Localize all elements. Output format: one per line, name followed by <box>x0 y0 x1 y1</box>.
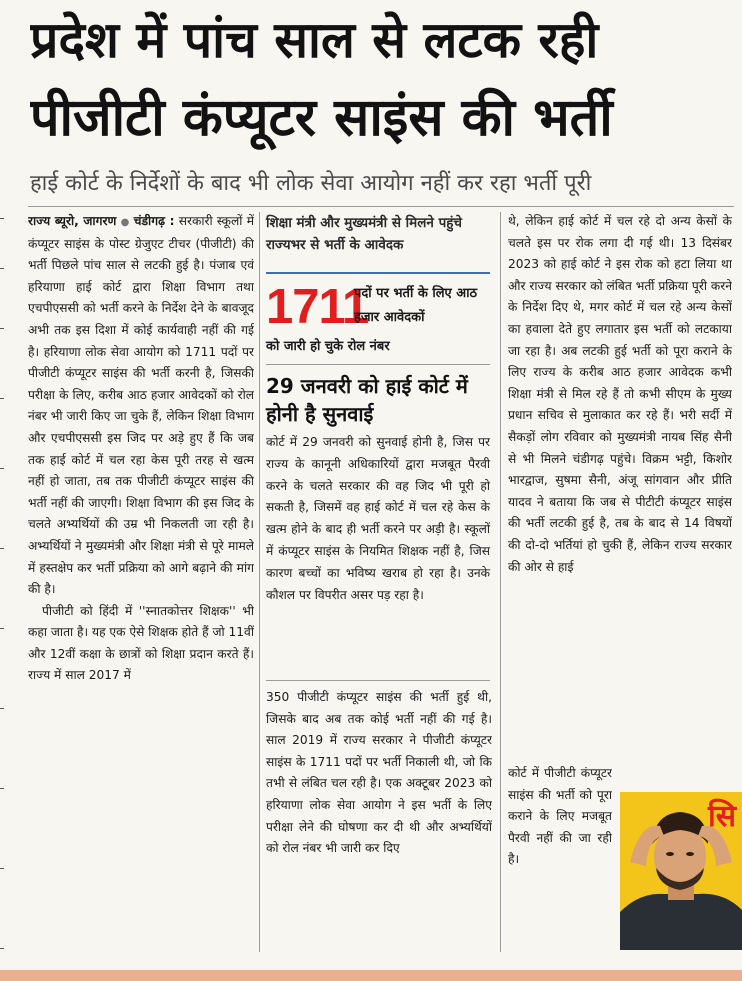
subheadline: हाई कोर्ट के निर्देशों के बाद भी लोक सेवा आयोग नहीं कर रहा भर्ती पूरी <box>30 171 592 196</box>
article-column-3 <box>508 211 732 761</box>
subheadline-rule <box>28 206 734 207</box>
column-1-para-2: पीजीटी को हिंदी में ''स्नातकोत्तर शिक्षक'' भी कहा जाता है। यह एक ऐसे शिक्षक होते हैं जो 11वीं और 12वीं कक्षा के छात्रों को शिक्षा प्रदान करते हैं। राज्य में साल 2017 में <box>28 603 254 683</box>
box-bottom-rule <box>266 680 490 681</box>
column-rule-left <box>259 212 260 952</box>
column-2-text: 350 पीजीटी कंप्यूटर साइंस की भर्ती हुई थी, जिसके बाद अब तक कोई भर्ती नहीं की गई है। साल 2019 में राज्य सरकार ने पीजीटी कंप्यूटर साइंस के 1711 पदों पर भर्ती निकाली थी, जो कि तभी से लंबित चल रही है। एक अक्टूबर 2023 को हरियाणा लोक सेवा आयोग ने इस भर्ती के लिए परीक्षा लेने की घोषणा कर दी थी और अभ्यर्थियों को रोल नंबर भी जारी कर दिए <box>266 690 492 856</box>
highlight-text: पदों पर भर्ती के लिए आठ हजार आवेदकों <box>354 286 478 325</box>
column-1-para-1 <box>28 211 254 601</box>
bullet-dot-icon: ● <box>120 217 130 228</box>
box-heading: 29 जनवरी को हाई कोर्ट में होनी है सुनवाई <box>266 374 468 426</box>
article-column-2 <box>266 687 492 937</box>
photo-person <box>620 792 742 950</box>
highlight-subtext: को जारी हो चुके रोल नंबर <box>266 339 390 354</box>
photo-overlay-letter: सि <box>708 799 737 834</box>
byline-place: चंडीगढ़ : <box>133 214 175 228</box>
column-rule-right <box>500 212 501 952</box>
column-1-para-1-text: सरकारी स्कूलों में कंप्यूटर साइंस के पोस्ट ग्रेजुएट टीचर (पीजीटी) की भर्ती पिछले पांच साल से लटकी हुई है। पंजाब एवं हरियाणा हाई कोर्ट द्वारा शिक्षा विभाग तथा एचपीएससी को भर्ती करने के निर्देश देने के बावजूद अभी तक इस दिशा में कोई कार्यवाही नहीं की गई है। हरियाणा लोक सेवा आयोग को 1711 पदों पर पीजीटी कंप्यूटर साइंस की भर्ती करनी है, जिसकी परीक्षा के लिए, करीब आठ हजार आवेदकों को रोल नंबर भी जारी किए जा चुके हैं, लेकिन शिक्षा विभाग और एचपीएससी इस जिद पर अड़े हुए हैं कि जब तक हाई कोर्ट में चल रहा केस पूरी तरह से खत्म नहीं हो जाता, तब तक पीजीटी कंप्यूटर साइंस की भर्ती नहीं की जाएगी। शिक्षा विभाग की इस जिद के चलते अभ्यर्थियों की उम्र भी निकलती जा रही है। अभ्यर्थियों ने मुख्यमंत्री और शिक्षा मंत्री से पूरे मामले में हस्तक्षेप कर भर्ती प्रक्रिया को आगे बढ़ाने की मांग की है। <box>28 214 254 597</box>
highlight-stat <box>266 280 490 336</box>
deck-rule <box>266 272 490 274</box>
headline-line-2: पीजीटी कंप्यूटर साइंस की भर्ती <box>30 88 613 148</box>
column-3-text: थे, लेकिन हाई कोर्ट में चल रहे दो अन्य केसों के चलते इस पर रोक लगा दी गई थी। 13 दिसंबर 2023 को हाई कोर्ट ने इस रोक को हटा लिया था और राज्य सरकार को लंबित भर्ती प्रक्रिया पूरी करने के निर्देश दिए थे, मगर कोर्ट में चल रहे अन्य केसों का हवाला देते हुए लगातार इस भर्ती को लटकाया जा रहा है। अब लटकी हुई भर्ती को पूरा कराने के लिए राज्य के करीब आठ हजार आवेदक कभी शिक्षा मंत्री से मिल रहे हैं तो कभी सीएम के मुख्य प्रधान सचिव से मुलाकात कर रहे हैं। भरी सर्दी में सैकड़ों लोग रविवार को मुख्यमंत्री नायब सिंह सैनी से भी मिलने चंडीगढ़ पहुंचे। विक्रम भट्टी, किशोर भारद्वाज, सुषमा सैनी, अंजू सांगवान और प्रीति यादव ने बताया कि जब से पीटीटी कंप्यूटर साइंस की भर्ती लटकी हुई है, तब के बाद से 14 विषयों की दो-दो भर्तियां हो चुकी हैं, लेकिन राज्य सरकार की ओर से हाई <box>508 214 732 574</box>
highlight-number: 1711 <box>266 280 369 334</box>
article-column-1 <box>28 211 254 959</box>
box-body: कोर्ट में 29 जनवरी को सुनवाई होनी है, जिस पर राज्य के कानूनी अधिकारियों द्वारा मजबूत पैरवी करने के चलते सरकार की वह जिद भी पूरी हो सकती है, जिसमें वह हाई कोर्ट में चल रहे केस के खत्म होने के बाद ही भर्ती करने पर अड़ी है। स्कूलों में कंप्यूटर साइंस के नियमित शिक्षक नहीं है, जिस कारण बच्चों का भविष्य खराब हो रहा है। उनके कौशल पर विपरीत असर पड़ रहा है। <box>266 435 490 602</box>
headline-line-1: प्रदेश में पांच साल से लटक रही <box>30 11 599 69</box>
column-3-tail-text: कोर्ट में पीजीटी कंप्यूटर साइंस की भर्ती को पूरा कराने के लिए मजबूत पैरवी नहीं की जा रही है। <box>508 766 612 867</box>
box-top-rule <box>266 364 490 365</box>
byline-agency: राज्य ब्यूरो, जागरण <box>28 214 117 228</box>
article-column-3-tail <box>508 763 612 953</box>
left-margin-marks <box>0 208 10 968</box>
deck-text: शिक्षा मंत्री और मुख्यमंत्री से मिलने पहुंचे राज्यभर से भर्ती के आवेदक <box>266 215 462 253</box>
page-bottom-band <box>0 970 742 981</box>
